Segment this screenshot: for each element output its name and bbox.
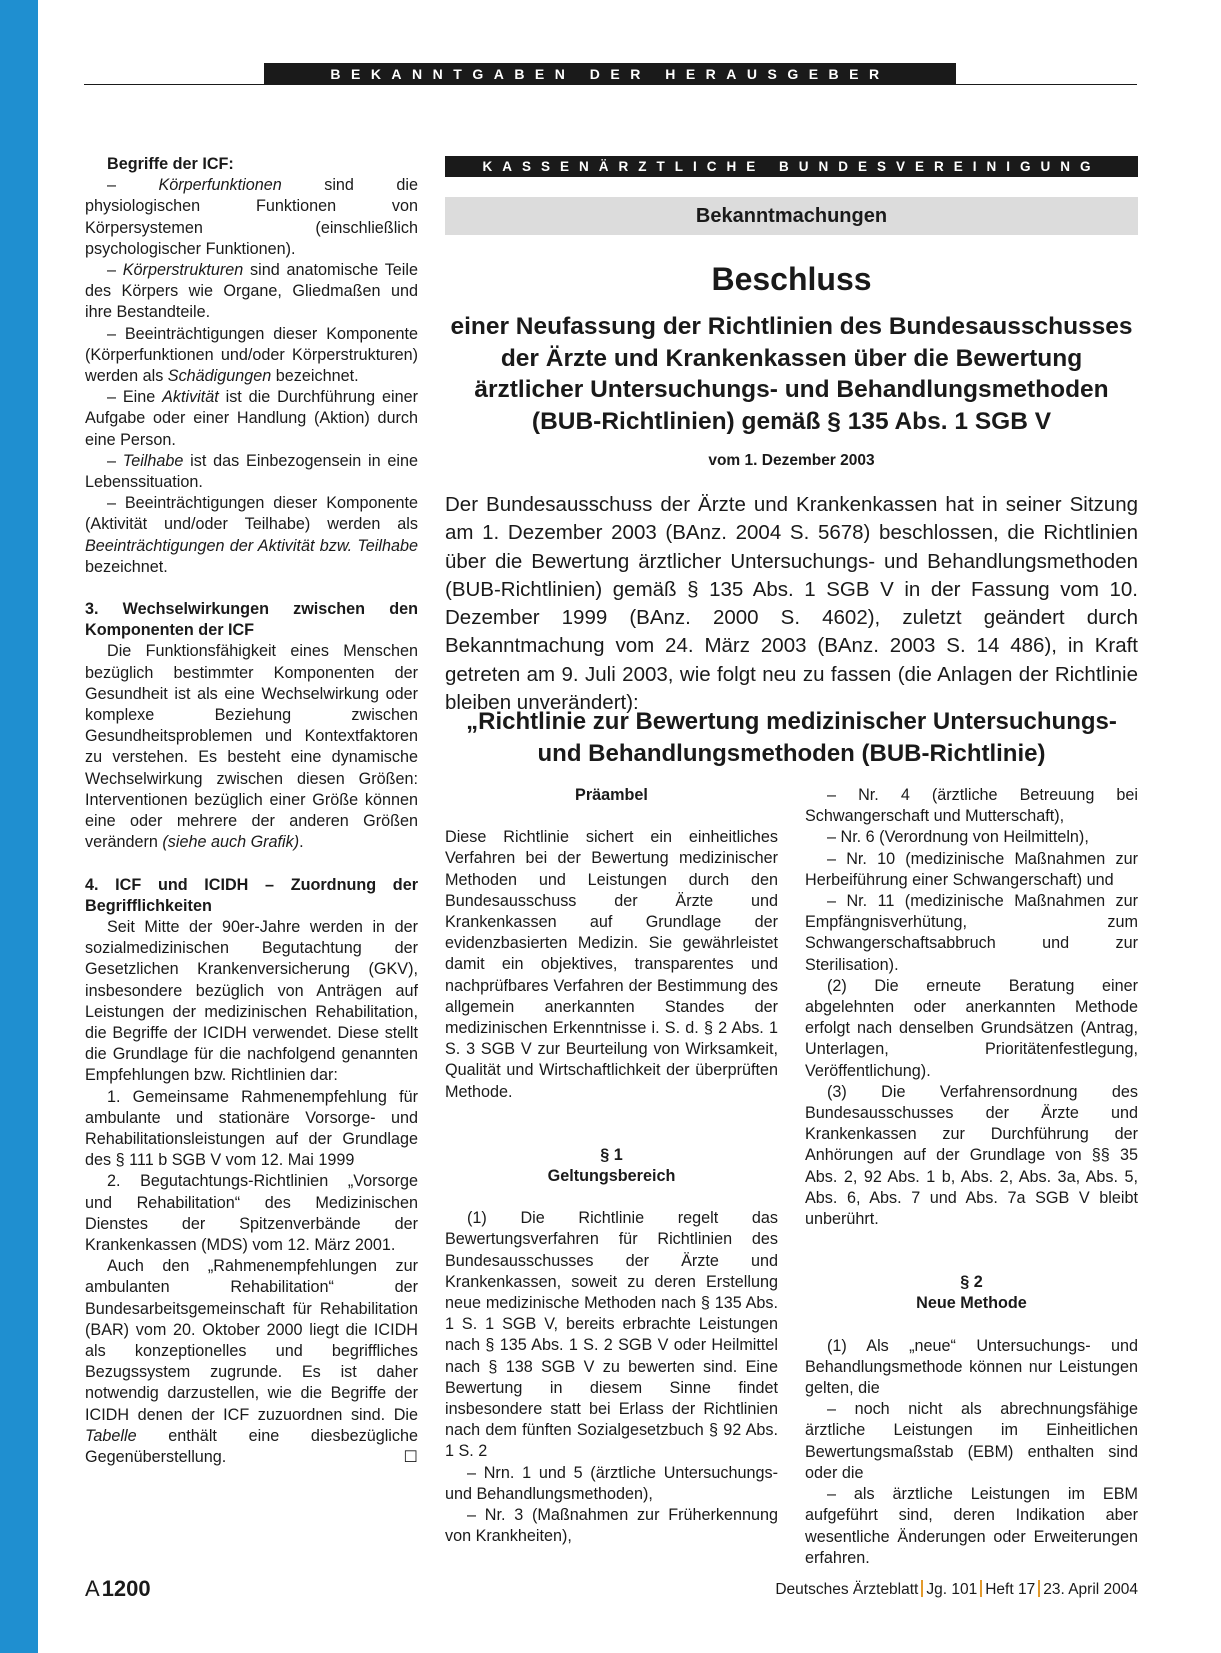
article-subtitle: einer Neufassung der Richtlinien des Bundesausschusses der Ärzte und Krankenkassen über die Bewertung ärztlicher Untersuchungs- und Behandlungsmethoden (BUB-Richtlinien) gemäß § 135 Abs. 1 SGB V: [450, 313, 1133, 435]
icf-item-beeintraechtigungen: – Beeinträchtigungen dieser Komponente (Aktivität und/oder Teilhabe) werden als Beeinträchtigungen der Aktivität bzw. Teilhabe bezeichnet.: [85, 494, 418, 576]
paragraph-1-text-3: – Nr. 3 (Maßnahmen zur Früherkennung von Krankheiten),: [445, 1506, 778, 1546]
paragraph-2-text-2: – noch nicht als abrechnungsfähige ärztliche Leistungen im Einheitlichen Bewertungsmaßstab (EBM) enthalten sind oder die: [805, 1400, 1138, 1482]
kbv-header-bar: KASSENÄRZTLICHE BUNDESVEREINIGUNG: [445, 156, 1138, 177]
section-4-paragraph-2: 1. Gemeinsame Rahmenempfehlung für ambulante und stationäre Vorsorge- und Rehabilitationsleistungen auf der Grundlage des § 111 b SGB V vom 12. Mai 1999: [85, 1087, 418, 1170]
article-title: Beschluss: [711, 261, 872, 297]
header-rule: [84, 84, 1137, 85]
section-header-bar: BEKANNTGABEN DER HERAUSGEBER: [264, 63, 956, 85]
paragraph-1-title: Geltungsbereich: [547, 1167, 676, 1186]
left-column: [85, 154, 418, 1468]
section-4-paragraph-1: Seit Mitte der 90er-Jahre werden in der sozialmedizinischen Begutachtung der Gesetzlichen Krankenversicherung (GKV), insbesondere bezüglich von Anträgen auf Leistungen der medizinischen Rehabilitation, die Begriffe der ICIDH verwendet. Diese stellt die Grundlage für die nachfolgend genannten Empfehlungen bzw. Richtlinien dar:: [85, 917, 418, 1085]
left-color-stripe: [0, 0, 38, 1653]
icf-item-schaedigungen: – Beeinträchtigungen dieser Komponente (Körperfunktionen und/oder Körperstrukturen) werden als Schädigungen bezeichnet.: [85, 324, 418, 386]
journal-name: Deutsches Ärzteblatt: [775, 1581, 919, 1598]
paragraph-1-text-1: (1) Die Richtlinie regelt das Bewertungsverfahren für Richtlinien des Bundesausschusses der Ärzte und Krankenkassen, soweit zu deren Erstellung neue medizinische Methoden nach § 135 Abs. 1 S. 1 SGB V, bereits erbrachte Leistungen nach § 135 Abs. 1 S. 2 SGB V oder Heilmittel nach § 138 SGB V zu bewerten sind. Eine Bewertung in diesem Sinne findet insbesondere statt bei Erlass der Richtlinien nach dem fünften Sozialgesetzbuch § 92 Abs. 1 S. 2: [445, 1209, 778, 1461]
icf-item-teilhabe: – Teilhabe ist das Einbezogensein in eine Lebenssituation.: [85, 451, 418, 492]
right-column: [805, 785, 1138, 1569]
end-mark: ☐: [403, 1447, 418, 1466]
section-label: Bekanntmachungen: [445, 197, 1138, 235]
section-3-text: Die Funktionsfähigkeit eines Menschen bezüglich bestimmter Komponenten der Gesundheit ist als eine Wechselwirkung oder komplexe Beziehung zwischen Gesundheitsproblemen und Kontextfaktoren zu verstehen. Es besteht eine dynamische Wechselwirkung zwischen diesen Größen: Interventionen bezüglich einer Größe können eine oder mehrere der anderen Größen verändern (siehe auch Grafik).: [85, 642, 418, 852]
journal-volume: Jg. 101: [926, 1581, 978, 1598]
right-item-1: – Nr. 4 (ärztliche Betreuung bei Schwangerschaft und Mutterschaft),: [805, 786, 1138, 826]
right-item-4: – Nr. 11 (medizinische Maßnahmen zur Empfängnisverhütung, zum Schwangerschaftsabbruch und zur Sterilisation).: [805, 892, 1138, 974]
section-4-heading: 4. ICF und ICIDH – Zuordnung der Begrifflichkeiten: [85, 875, 418, 915]
middle-column: [445, 785, 778, 1548]
preamble-text: Diese Richtlinie sichert ein einheitliches Verfahren bei der Bewertung medizinischer Methoden und Leistungen durch den Bundesausschuss der Ärzte und Krankenkassen auf Grundlage der evidenzbasierten Medizin. Sie gewährleistet damit ein objektives, transparentes und nachprüfbares Verfahren der Bestimmung des allgemein anerkannten Standes der medizinischen Erkenntnisse i. S. d. § 2 Abs. 1 S. 3 SGB V zur Beurteilung von Wirksamkeit, Qualität und Wirtschaftlichkeit der überprüften Methode.: [445, 828, 778, 1101]
paragraph-2-title: Neue Methode: [916, 1294, 1027, 1313]
icf-item-koerperstrukturen: – Körperstrukturen sind anatomische Teile des Körpers wie Organe, Gliedmaßen und ihre Bestandteile.: [85, 261, 418, 322]
section-3-heading: 3. Wechselwirkungen zwischen den Komponenten der ICF: [85, 600, 418, 640]
article-date: vom 1. Dezember 2003: [708, 452, 875, 469]
paragraph-1-text-2: – Nrn. 1 und 5 (ärztliche Untersuchungs- und Behandlungsmethoden),: [445, 1463, 778, 1503]
preamble-heading: Präambel: [575, 786, 648, 804]
right-item-2: – Nr. 6 (Verordnung von Heilmitteln),: [827, 828, 1089, 847]
separator: [980, 1580, 982, 1597]
journal-issue: Heft 17: [985, 1581, 1036, 1598]
separator: [1038, 1580, 1040, 1597]
journal-citation: [775, 1580, 1138, 1600]
intro-paragraph: Der Bundesausschuss der Ärzte und Krankenkassen hat in seiner Sitzung am 1. Dezember 2003 (BAnz. 2004 S. 5678) beschlossen, die Richtlinien über die Bewertung ärztlicher Untersuchungs- und Behandlungsmethoden (BUB-Richtlinien) gemäß § 135 Abs. 1 SGB V in der Fassung vom 10. Dezember 1999 (BAnz. 2000 S. 4602), zuletzt geändert durch Bekanntmachung vom 24. März 2003 (BAnz. 2003 S. 14 486), in Kraft getreten am 9. Juli 2003, wie folgt neu zu fassen (die Anlagen der Richtlinie bleiben unverändert):: [445, 493, 1138, 715]
paragraph-2-text-3: – als ärztliche Leistungen im EBM aufgeführt sind, deren Indikation aber wesentliche Änderungen oder Erweiterungen erfahren.: [805, 1485, 1138, 1567]
paragraph-2-number: § 2: [960, 1273, 983, 1292]
guideline-title: „Richtlinie zur Bewertung medizinischer Untersuchungs- und Behandlungsmethoden (BUB-Richtlinie): [466, 708, 1117, 767]
page-number: A1200: [85, 1576, 151, 1601]
section-4-paragraph-4: Auch den „Rahmenempfehlungen zur ambulanten Rehabilitation“ der Bundesarbeitsgemeinschaft für Rehabilitation (BAR) vom 20. Oktober 2000 liegt die ICIDH als konzeptionelles und begriffliches Bezugssystem zugrunde. Es ist daher notwendig darzustellen, wie die Begriffe der ICIDH denen der ICF zuzuordnen sind. Die Tabelle enthält eine diesbezügliche Gegenüberstellung. ☐: [85, 1256, 418, 1468]
icf-heading: Begriffe der ICF:: [107, 155, 234, 173]
icf-item-koerperfunktionen: – Körperfunktionen sind die physiologischen Funktionen von Körpersystemen (einschließlich psychologischer Funktionen).: [85, 176, 418, 258]
right-item-6: (3) Die Verfahrensordnung des Bundesausschusses der Ärzte und Krankenkassen zur Durchführung der Anhörungen auf der Grundlage von §§ 35 Abs. 2, 92 Abs. 1 b, Abs. 2, Abs. 3a, Abs. 5, Abs. 6, Abs. 7 und Abs. 7a SGB V bleibt unberührt.: [805, 1082, 1138, 1229]
paragraph-1-number: § 1: [600, 1145, 623, 1164]
section-4-paragraph-3: 2. Begutachtungs-Richtlinien „Vorsorge und Rehabilitation“ des Medizinischen Dienstes der Spitzenverbände der Krankenkassen (MDS) vom 12. März 2001.: [85, 1172, 418, 1254]
right-item-5: (2) Die erneute Beratung einer abgelehnten oder anerkannten Methode erfolgt nach denselben Grundsätzen (Antrag, Unterlagen, Prioritätenfestlegung, Veröffentlichung).: [805, 976, 1138, 1080]
icf-item-aktivitaet: – Eine Aktivität ist die Durchführung einer Aufgabe oder einer Handlung (Aktion) durch eine Person.: [85, 388, 419, 449]
paragraph-2-text-1: (1) Als „neue“ Untersuchungs- und Behandlungsmethode können nur Leistungen gelten, die: [805, 1336, 1138, 1398]
separator: [921, 1580, 923, 1597]
journal-date: 23. April 2004: [1043, 1581, 1138, 1598]
right-item-3: – Nr. 10 (medizinische Maßnahmen zur Herbeiführung einer Schwangerschaft) und: [805, 849, 1138, 889]
